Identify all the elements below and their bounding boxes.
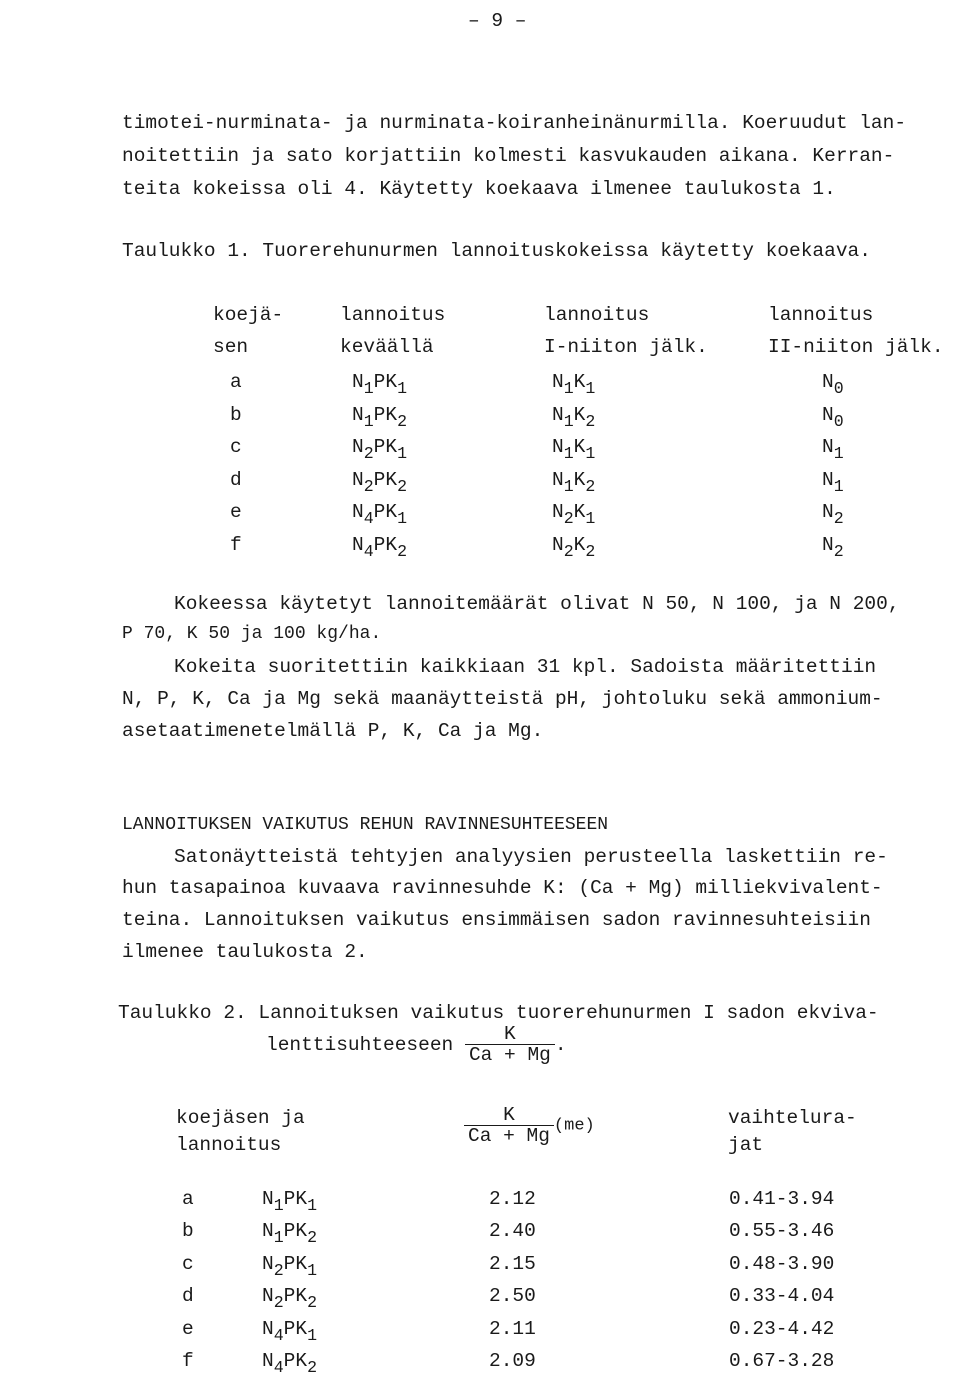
range-value: 0.33-4.04: [729, 1285, 835, 1308]
subscript: 1: [563, 443, 574, 463]
spring-cell: [352, 403, 408, 431]
row-id: d: [182, 1285, 194, 1308]
subscript: 1: [833, 476, 844, 496]
row-id: e: [230, 501, 242, 524]
table-1-header-col2: [340, 299, 445, 363]
subscript: 1: [307, 1195, 318, 1215]
row-id: f: [230, 534, 242, 556]
table-2-caption-line2: [266, 1024, 567, 1066]
range-value: 0.23-4.42: [729, 1317, 835, 1340]
paragraph-line: teina. Lannoituksen vaikutus ensimmäisen sadon ravinnesuhteisiin: [122, 909, 871, 931]
paragraph-line: ilmenee taulukosta 2.: [122, 941, 368, 963]
header-line: II-niiton jälk.: [768, 336, 944, 358]
subscript: 2: [307, 1228, 318, 1248]
spring-treatment: [352, 501, 408, 529]
treatment-cell: [262, 1350, 318, 1377]
symbol: PK: [373, 534, 398, 556]
treatment: [262, 1350, 318, 1377]
after-second-cut-cell: [822, 468, 844, 496]
symbol: N: [822, 501, 834, 524]
subscript: 1: [585, 443, 596, 463]
spring-cell: [352, 501, 408, 529]
symbol: PK: [283, 1188, 308, 1210]
symbol: PK: [373, 403, 398, 426]
subscript: 1: [585, 378, 596, 398]
intro-line: timotei-nurminata- ja nurminata-koiranheinänurmilla. Koeruudut lan-: [122, 112, 907, 134]
symbol: N: [352, 501, 364, 524]
symbol: N: [552, 501, 564, 524]
symbol: PK: [283, 1350, 308, 1372]
symbol: N: [352, 371, 364, 393]
symbol: N: [552, 436, 564, 459]
subscript: 1: [585, 509, 596, 529]
after-first-cut-treatment: [552, 468, 596, 496]
paragraph-line: N, P, K, Ca ja Mg sekä maanäytteistä pH, johtoluku sekä ammonium-: [122, 688, 883, 710]
symbol: K: [573, 501, 586, 524]
table-2-header-col2: [464, 1105, 595, 1147]
spring-cell: [352, 371, 408, 398]
paragraph-line: Kokeessa käytetyt lannoitemäärät olivat N 50, N 100, ja N 200,: [174, 593, 900, 615]
header-line: lannoitus: [768, 304, 874, 326]
header-line: I-niiton jälk.: [544, 336, 708, 358]
header-line: keväällä: [340, 336, 434, 358]
section-heading: LANNOITUKSEN VAIKUTUS REHUN RAVINNESUHTEESEEN: [122, 815, 609, 835]
ratio-value: 2.09: [489, 1350, 536, 1372]
spring-treatment: [352, 371, 408, 398]
subscript: 2: [833, 509, 844, 529]
symbol: N: [822, 468, 834, 491]
paragraph-line: hun tasapainoa kuvaava ravinnesuhde K: (Ca + Mg) milliekvivalent-: [122, 877, 883, 899]
symbol: N: [352, 534, 364, 556]
row-id: a: [182, 1188, 194, 1210]
header-line: lannoitus: [544, 304, 650, 326]
ratio-value: 2.15: [489, 1252, 536, 1275]
symbol: N: [262, 1252, 274, 1275]
paragraph-line: Satonäytteistä tehtyjen analyysien perusteella laskettiin re-: [174, 846, 888, 868]
treatment-cell: [262, 1252, 318, 1280]
subscript: 2: [307, 1292, 318, 1312]
symbol: N: [822, 436, 834, 459]
table-2-header-col3: [728, 1105, 857, 1159]
subscript: 2: [585, 411, 596, 431]
symbol: N: [262, 1317, 274, 1340]
symbol: K: [573, 534, 586, 556]
after-first-cut-cell: [552, 371, 596, 398]
after-second-cut-cell: [822, 371, 844, 398]
paragraph-line: asetaatimenetelmällä P, K, Ca ja Mg.: [122, 720, 544, 742]
range-value: 0.55-3.46: [729, 1220, 835, 1243]
symbol: PK: [373, 371, 398, 393]
range-value: 0.48-3.90: [729, 1252, 835, 1275]
symbol: N: [262, 1188, 274, 1210]
after-first-cut-cell: [552, 534, 596, 561]
after-second-cut-treatment: [822, 436, 844, 463]
after-first-cut-cell: [552, 468, 596, 496]
symbol: PK: [373, 501, 398, 524]
subscript: 1: [397, 378, 408, 398]
treatment: [262, 1317, 318, 1345]
symbol: N: [352, 436, 364, 459]
subscript: 1: [307, 1325, 318, 1345]
subscript: 2: [273, 1260, 284, 1280]
symbol: N: [552, 371, 564, 393]
row-id: c: [230, 436, 242, 459]
after-second-cut-treatment: [822, 468, 844, 496]
header-line: lannoitus: [176, 1134, 282, 1156]
treatment-cell: [262, 1188, 318, 1215]
fraction-numerator: K: [504, 1023, 516, 1045]
range-value: 0.67-3.28: [729, 1350, 835, 1372]
subscript: 2: [585, 541, 596, 561]
symbol: PK: [283, 1285, 308, 1308]
fraction-denominator: Ca + Mg: [465, 1044, 555, 1065]
unit-label: (me): [553, 1116, 595, 1136]
header-line: koejäsen ja: [176, 1107, 305, 1129]
subscript: 2: [363, 476, 374, 496]
row-id: b: [230, 403, 242, 426]
spring-treatment: [352, 468, 408, 496]
after-first-cut-treatment: [552, 436, 596, 463]
table-1-header-col4: [768, 299, 944, 363]
row-id: d: [230, 468, 242, 491]
spring-cell: [352, 534, 408, 561]
row-id: e: [182, 1317, 194, 1340]
after-first-cut-treatment: [552, 501, 596, 529]
subscript: 2: [397, 541, 408, 561]
ratio-fraction: [464, 1105, 554, 1147]
ratio-fraction: [465, 1024, 555, 1066]
subscript: 4: [273, 1357, 284, 1377]
row-id: a: [230, 371, 242, 393]
subscript: 0: [833, 378, 844, 398]
subscript: 2: [307, 1357, 318, 1377]
subscript: 1: [273, 1228, 284, 1248]
subscript: 0: [833, 411, 844, 431]
subscript: 1: [273, 1195, 284, 1215]
subscript: 1: [563, 378, 574, 398]
subscript: 1: [397, 509, 408, 529]
symbol: N: [822, 403, 834, 426]
subscript: 2: [563, 509, 574, 529]
table-1-header-col1: [213, 299, 283, 363]
ratio-value: 2.50: [489, 1285, 536, 1308]
symbol: K: [573, 371, 586, 393]
symbol: K: [573, 468, 586, 491]
symbol: K: [573, 436, 586, 459]
after-second-cut-cell: [822, 534, 844, 561]
after-first-cut-cell: [552, 501, 596, 529]
after-second-cut-treatment: [822, 371, 844, 398]
intro-line: teita kokeissa oli 4. Käytetty koekaava ilmenee taulukosta 1.: [122, 178, 836, 200]
ratio-value: 2.40: [489, 1220, 536, 1243]
table-2-header-col1: [176, 1105, 305, 1159]
subscript: 2: [273, 1292, 284, 1312]
fraction-numerator: K: [503, 1104, 515, 1126]
after-first-cut-cell: [552, 436, 596, 463]
table-1-caption: Taulukko 1. Tuorerehunurmen lannoituskokeissa käytetty koekaava.: [122, 240, 871, 262]
row-id: b: [182, 1220, 194, 1243]
paragraph-line: Kokeita suoritettiin kaikkiaan 31 kpl. Sadoista määritettiin: [174, 656, 877, 678]
treatment: [262, 1252, 318, 1280]
spring-cell: [352, 468, 408, 496]
after-second-cut-cell: [822, 501, 844, 529]
fraction-denominator: Ca + Mg: [464, 1125, 554, 1146]
subscript: 1: [397, 443, 408, 463]
subscript: 2: [397, 476, 408, 496]
treatment: [262, 1188, 318, 1215]
symbol: PK: [373, 436, 398, 459]
row-id: c: [182, 1252, 194, 1275]
symbol: N: [822, 371, 834, 393]
symbol: PK: [283, 1317, 308, 1340]
subscript: 4: [363, 509, 374, 529]
after-second-cut-treatment: [822, 534, 844, 561]
after-first-cut-treatment: [552, 534, 596, 561]
after-first-cut-treatment: [552, 403, 596, 431]
symbol: N: [262, 1285, 274, 1308]
spring-treatment: [352, 436, 408, 463]
treatment: [262, 1220, 318, 1248]
subscript: 1: [563, 476, 574, 496]
subscript: 1: [833, 443, 844, 463]
symbol: K: [573, 403, 586, 426]
paragraph-line: P 70, K 50 ja 100 kg/ha.: [122, 624, 382, 644]
symbol: PK: [283, 1252, 308, 1275]
after-second-cut-cell: [822, 436, 844, 463]
subscript: 1: [563, 411, 574, 431]
header-line: jat: [728, 1134, 764, 1156]
subscript: 2: [563, 541, 574, 561]
symbol: N: [552, 403, 564, 426]
after-second-cut-treatment: [822, 403, 844, 431]
spring-treatment: [352, 534, 408, 561]
treatment: [262, 1285, 318, 1312]
treatment-cell: [262, 1317, 318, 1345]
after-second-cut-cell: [822, 403, 844, 431]
header-line: vaihtelura-: [728, 1107, 857, 1129]
subscript: 4: [363, 541, 374, 561]
subscript: 1: [307, 1260, 318, 1280]
symbol: N: [552, 534, 564, 556]
ratio-value: 2.11: [489, 1317, 536, 1340]
subscript: 1: [363, 411, 374, 431]
after-first-cut-cell: [552, 403, 596, 431]
page-number: – 9 –: [468, 10, 527, 32]
symbol: PK: [373, 468, 398, 491]
subscript: 2: [833, 541, 844, 561]
after-second-cut-treatment: [822, 501, 844, 529]
symbol: PK: [283, 1220, 308, 1243]
ratio-value: 2.12: [489, 1188, 536, 1210]
table-2-caption: Taulukko 2. Lannoituksen vaikutus tuorerehunurmen I sadon ekviva-: [118, 1002, 879, 1024]
subscript: 2: [397, 411, 408, 431]
symbol: N: [352, 403, 364, 426]
range-value: 0.41-3.94: [729, 1188, 835, 1210]
row-id: f: [182, 1350, 194, 1372]
symbol: N: [822, 534, 834, 556]
after-first-cut-treatment: [552, 371, 596, 398]
treatment-cell: [262, 1285, 318, 1312]
header-line: sen: [213, 336, 249, 358]
table-1-header-col3: [544, 299, 708, 363]
header-line: lannoitus: [340, 304, 446, 326]
symbol: N: [552, 468, 564, 491]
caption-suffix: .: [554, 1033, 567, 1056]
spring-treatment: [352, 403, 408, 431]
intro-line: noitettiin ja sato korjattiin kolmesti kasvukauden aikana. Kerran-: [122, 145, 895, 167]
caption-text: lenttisuhteeseen: [266, 1033, 454, 1056]
subscript: 2: [363, 443, 374, 463]
symbol: N: [262, 1220, 274, 1243]
subscript: 2: [585, 476, 596, 496]
spring-cell: [352, 436, 408, 463]
subscript: 1: [363, 378, 374, 398]
symbol: N: [262, 1350, 274, 1372]
subscript: 4: [273, 1325, 284, 1345]
header-line: koejä-: [213, 304, 284, 326]
treatment-cell: [262, 1220, 318, 1248]
symbol: N: [352, 468, 364, 491]
